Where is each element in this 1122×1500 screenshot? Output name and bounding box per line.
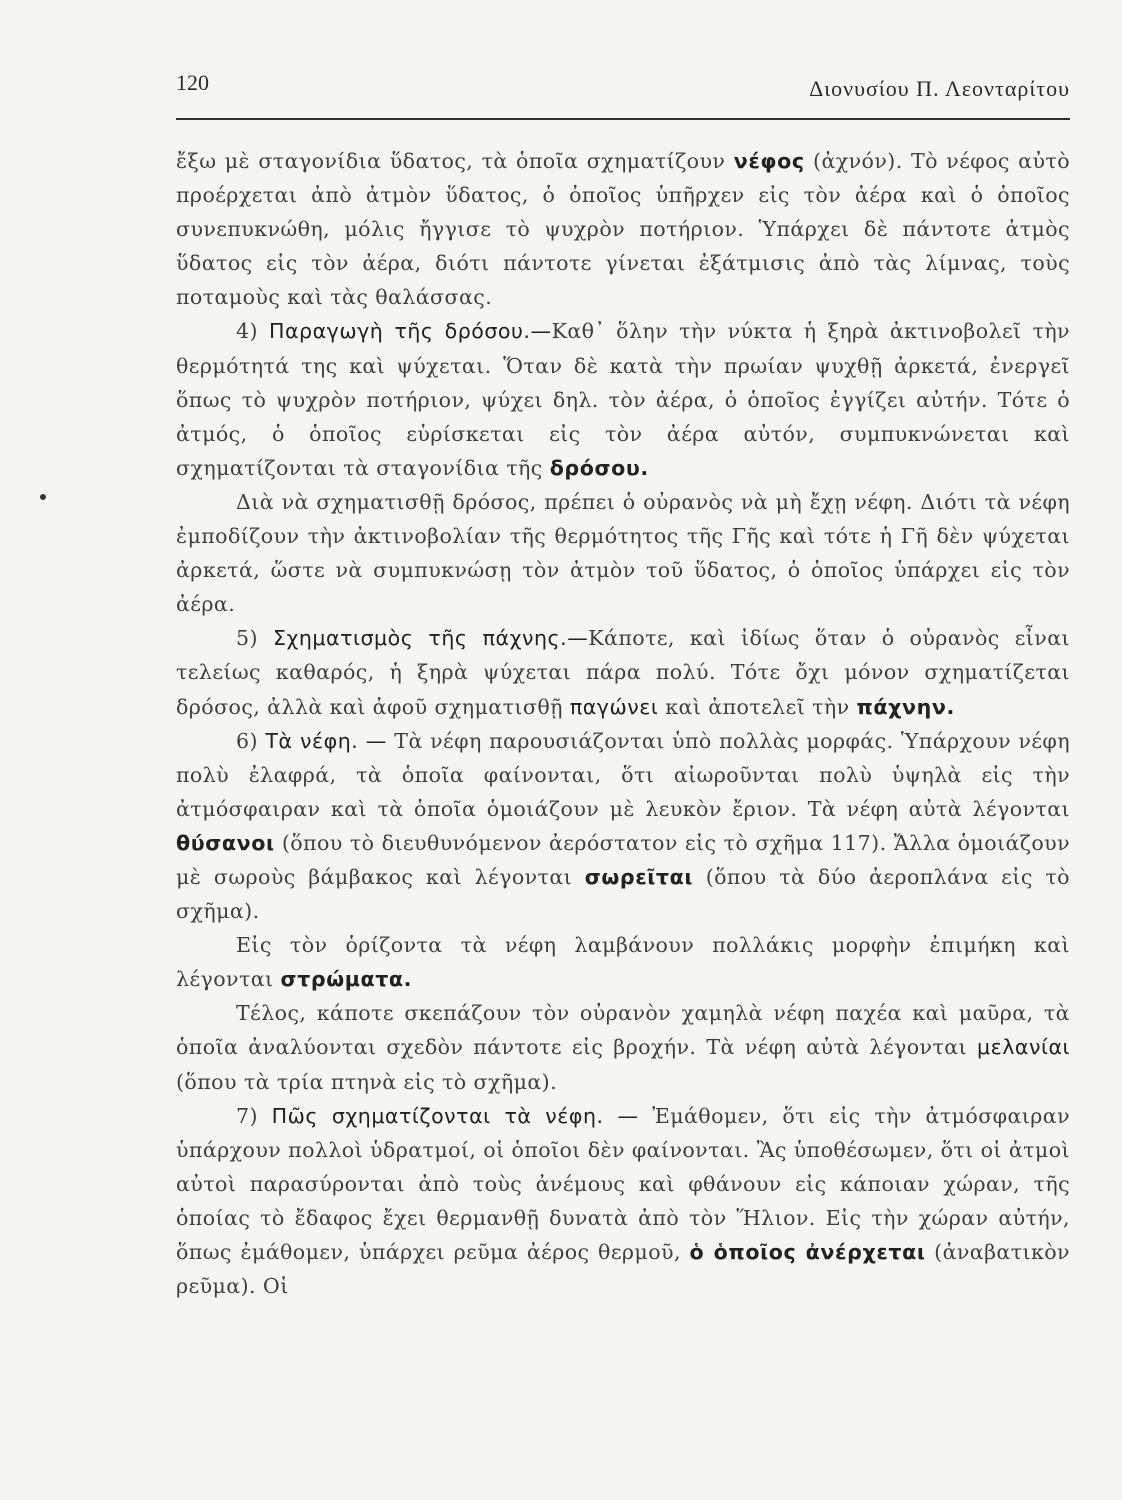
text-run: Τέλος, κάποτε σκεπάζουν τὸν οὐρανὸν χαμηλὰ νέφη παχέα καὶ μαῦρα, τὰ ὁποῖα ἀναλύονται σχεδὸν πάντοτε εἰς βροχήν. Τὰ νέφη αὐτὰ λέγονται (176, 1001, 1070, 1060)
text-run: Ἐμάθομεν, ὅτι εἰς τὴν ἀτμόσφαιραν ὑπάρχουν πολλοὶ ὑδρατμοί, οἱ ὁποῖοι δὲν φαίνονται. Ἂς ὑποθέσωμεν, ὅτι οἱ ἀτμοὶ αὐτοὶ παρασύρονται ἀπὸ τοὺς ἀνέμους καὶ φθάνουν εἰς κάποιαν χώραν, τῆς ὁποίας τὸ ἔδαφος ἔχει θερμανθῇ δυνατὰ ἀπὸ τὸν Ἥλιον. Εἰς τὴν χώραν αὐτήν, ὅπως ἐμάθομεν, ὑπάρχει ρεῦμα ἀέρος θερμοῦ, (176, 1103, 1070, 1264)
text-run: (ὅπου τὰ τρία πτηνὰ εἰς τὸ σχῆμα). (176, 1069, 558, 1094)
text-run: Τὰ νέφη παρουσιάζονται ὑπὸ πολλὰς μορφάς. Ὑπάρχουν νέφη πολὺ ἐλαφρά, τὰ ὁποῖα φαίνονται, ὅτι αἰωροῦνται πολὺ ὑψηλὰ εἰς τὴν ἀτμόσφαιραν καὶ τὰ ὁποῖα ὁμοιάζουν μὲ λευκὸν ἔριον. Τὰ νέφη αὐτὰ λέγονται (176, 728, 1070, 821)
paragraph-p6 (176, 928, 1070, 996)
text-run: 6) (236, 728, 266, 753)
header-rule (176, 118, 1070, 120)
bold-term: ὁ ὁποῖος ἀνέρχεται (689, 1240, 926, 1264)
text-run: (ἀχνόν). Τὸ νέφος αὐτὸ προέρχεται ἀπὸ ἀτμὸν ὕδατος, ὁ ὁποῖος ὑπῆρχεν εἰς τὸν ἀέρα καὶ ὁ ὁποῖος συνεπυκνώθη, μόλις ἤγγισε τὸ ψυχρὸν ποτήριον. Ὑπάρχει δὲ πάντοτε ἀτμὸς ὕδατος εἰς τὸν ἀέρα, διότι πάντοτε γίνεται ἐξάτμισις ἀπὸ τὰς λίμνας, τοὺς ποταμοὺς καὶ τὰς θαλάσσας. (176, 149, 1071, 310)
bold-term: σωρεῖται (584, 864, 694, 889)
text-run: ἔξω μὲ σταγονίδια ὕδατος, τὰ ὁποῖα σχηματίζουν (176, 149, 734, 173)
text-run: (ἀναβατικὸν ρεῦμα). Οἱ (176, 1240, 1070, 1299)
bold-term: νέφος (733, 149, 805, 173)
section-heading: μελανίαι (976, 1035, 1070, 1060)
running-head: Διονυσίου Π. Λεονταρίτου (809, 76, 1070, 101)
body-text (176, 144, 1070, 1303)
section-heading: Παραγωγὴ τῆς δρόσου.— (268, 319, 552, 344)
bold-term: πάχνην. (856, 694, 955, 719)
section-heading: παγώνει (569, 694, 659, 719)
text-run: (ὅπου τὰ δύο ἀεροπλάνα εἰς τὸ σχῆμα). (176, 864, 1070, 924)
paragraph-p8 (176, 1099, 1070, 1304)
bold-term: δρόσου. (549, 455, 649, 480)
text-run: (ὅπου τὸ διευθυνόμενον ἀερόστατον εἰς τὸ σχῆμα 117). Ἄλλα ὁμοιάζουν μὲ σωροὺς βάμβακος καὶ λέγονται (176, 830, 1070, 889)
bold-term: στρώματα. (280, 967, 413, 992)
section-heading: Τὰ νέφη. — (265, 728, 387, 753)
section-heading: Πῶς σχηματίζονται τὰ νέφη. — (271, 1103, 639, 1128)
text-run: καὶ ἀποτελεῖ τὴν (658, 694, 857, 719)
paragraph-p3 (176, 485, 1070, 621)
page-number: 120 (176, 70, 209, 95)
paragraph-p2 (176, 314, 1070, 484)
page-header (176, 68, 1070, 108)
ink-speck (40, 494, 46, 500)
paragraph-p4 (176, 621, 1070, 723)
paragraph-p5 (176, 724, 1070, 929)
text-run: 7) (236, 1103, 272, 1128)
text-run: Διὰ νὰ σχηματισθῇ δρόσος, πρέπει ὁ οὐρανὸς νὰ μὴ ἔχῃ νέφη. Διότι τὰ νέφη ἐμποδίζουν τὴν ἀκτινοβολίαν τῆς θερμότητος τῆς Γῆς καὶ τότε ἡ Γῆ δὲν ψύχεται ἀρκετά, ὥστε νὰ συμπυκνώσῃ τὸν ἀτμὸν τοῦ ὕδατος, ὁ ὁποῖος ὑπάρχει εἰς τὸν ἀέρα. (176, 489, 1070, 617)
bold-term: θύσανοι (176, 830, 275, 855)
paragraph-p7 (176, 996, 1070, 1098)
text-run: Εἰς τὸν ὁρίζοντα τὰ νέφη λαμβάνουν πολλάκις μορφὴν ἐπιμήκη καὶ λέγονται (176, 933, 1070, 992)
text-run: 5) (236, 626, 273, 651)
paragraph-p1 (176, 144, 1070, 314)
text-run: Κάποτε, καὶ ἰδίως ὅταν ὁ οὐρανὸς εἶναι τελείως καθαρός, ἡ ξηρὰ ψύχεται πάρα πολύ. Τότε ὄχι μόνον σχηματίζεται δρόσος, ἀλλὰ καὶ ἀφοῦ σχηματισθῇ (176, 626, 1070, 719)
text-run: Καθ᾽ ὅλην τὴν νύκτα ἡ ξηρὰ ἀκτινοβολεῖ τὴν θερμότητά της καὶ ψύχεται. Ὅταν δὲ κατὰ τὴν πρωίαν ψυχθῇ ἀρκετά, ἐνεργεῖ ὅπως τὸ ψυχρὸν ποτήριον, ψύχει δηλ. τὸν ἀέρα, ὁ ὁποῖος ἐγγίζει αὐτήν. Τότε ὁ ἀτμός, ὁ ὁποῖος εὑρίσκεται εἰς τὸν ἀέρα αὐτόν, συμπυκνώνεται καὶ σχηματίζονται τὰ σταγονίδια τῆς (176, 319, 1070, 480)
section-heading: Σχηματισμὸς τῆς πάχνης.— (272, 626, 589, 651)
text-run: 4) (236, 319, 269, 344)
